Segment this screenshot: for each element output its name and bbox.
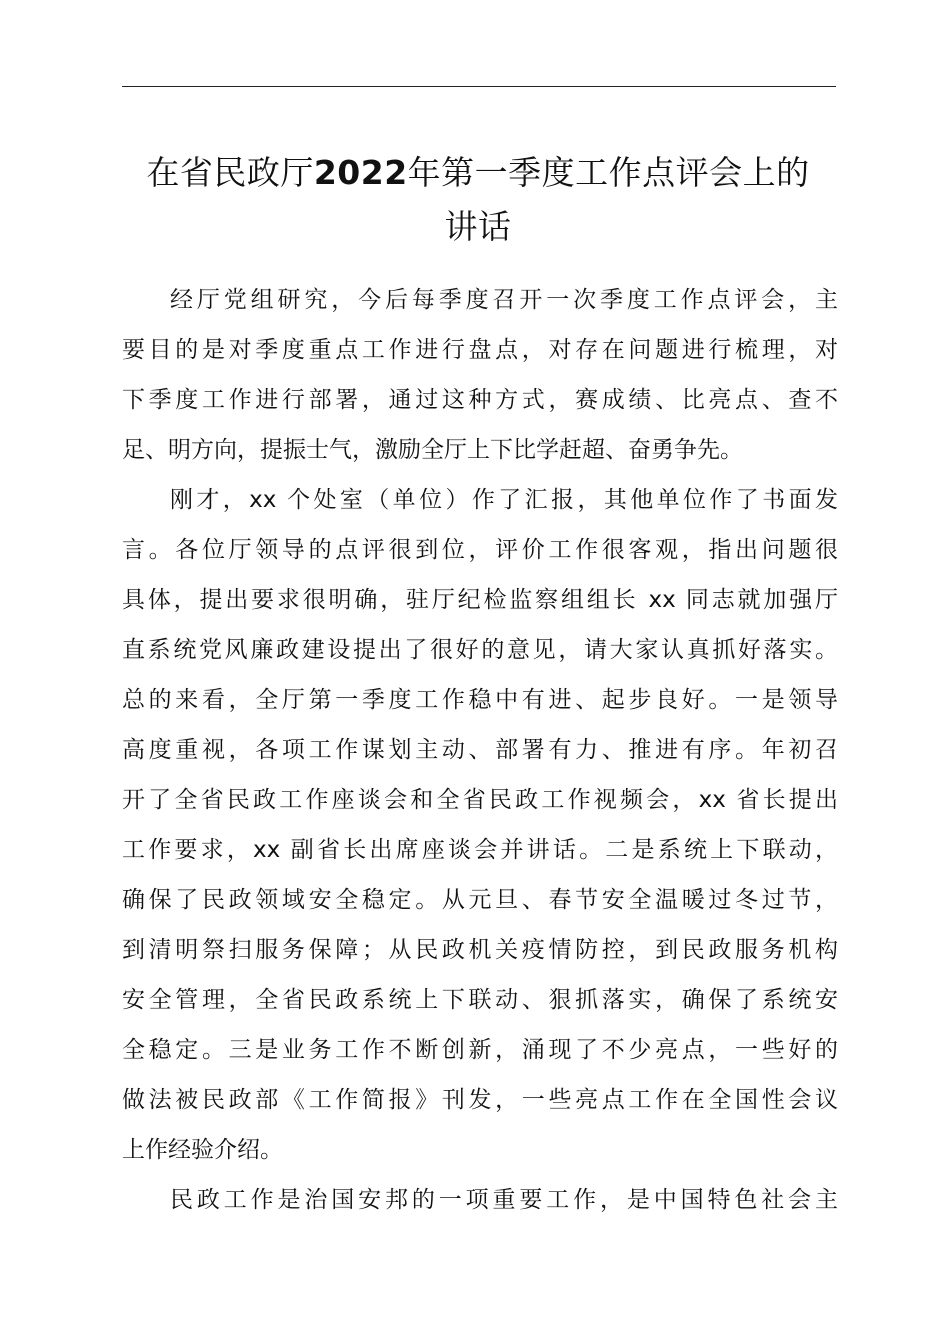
title-year: 2022 [313, 153, 408, 192]
text-line: 要目的是对季度重点工作进行盘点，对存在问题进行梳理，对 [122, 337, 838, 363]
title-part-1: 在省民政厅 [146, 153, 314, 192]
text-line: 言。各位厅领导的点评很到位，评价工作很客观，指出问题很 [122, 537, 838, 563]
title-part-2: 年第一季度工作点评会上的 [407, 153, 810, 192]
text-line: 高度重视，各项工作谋划主动、部署有力、推进有序。年初召 [122, 737, 838, 763]
text-line: 总的来看，全厅第一季度工作稳中有进、起步良好。一是领导 [122, 687, 838, 713]
document-body [122, 275, 838, 1225]
text-line: 足、明方向，提振士气，激励全厅上下比学赶超、奋勇争先。 [122, 437, 743, 463]
document-title [118, 146, 838, 254]
text-line: 直系统党风廉政建设提出了很好的意见，请大家认真抓好落实。 [122, 637, 838, 663]
text-line: 做法被民政部《工作简报》刊发，一些亮点工作在全国性会议 [122, 1087, 838, 1113]
paragraph-2 [122, 475, 838, 1175]
text-line: 刚才，xx 个处室（单位）作了汇报，其他单位作了书面发 [170, 487, 838, 513]
title-line-2: 讲话 [444, 207, 512, 246]
text-line: 民政工作是治国安邦的一项重要工作，是中国特色社会主 [170, 1187, 838, 1213]
paragraph-1 [122, 275, 838, 475]
text-line: 下季度工作进行部署，通过这种方式，赛成绩、比亮点、查不 [122, 387, 838, 413]
text-line: 开了全省民政工作座谈会和全省民政工作视频会，xx 省长提出 [122, 787, 838, 813]
text-line: 工作要求，xx 副省长出席座谈会并讲话。二是系统上下联动， [122, 837, 838, 863]
text-line: 到清明祭扫服务保障；从民政机关疫情防控，到民政服务机构 [122, 937, 838, 963]
text-line: 具体，提出要求很明确，驻厅纪检监察组组长 xx 同志就加强厅 [122, 587, 838, 613]
text-line: 上作经验介绍。 [122, 1137, 283, 1163]
text-line: 经厅党组研究，今后每季度召开一次季度工作点评会，主 [170, 287, 838, 313]
paragraph-3 [122, 1175, 838, 1225]
text-line: 全稳定。三是业务工作不断创新，涌现了不少亮点，一些好的 [122, 1037, 838, 1063]
title-line-1 [118, 146, 838, 200]
header-rule [122, 86, 836, 87]
text-line: 确保了民政领域安全稳定。从元旦、春节安全温暖过冬过节， [122, 887, 838, 913]
text-line: 安全管理，全省民政系统上下联动、狠抓落实，确保了系统安 [122, 987, 838, 1013]
